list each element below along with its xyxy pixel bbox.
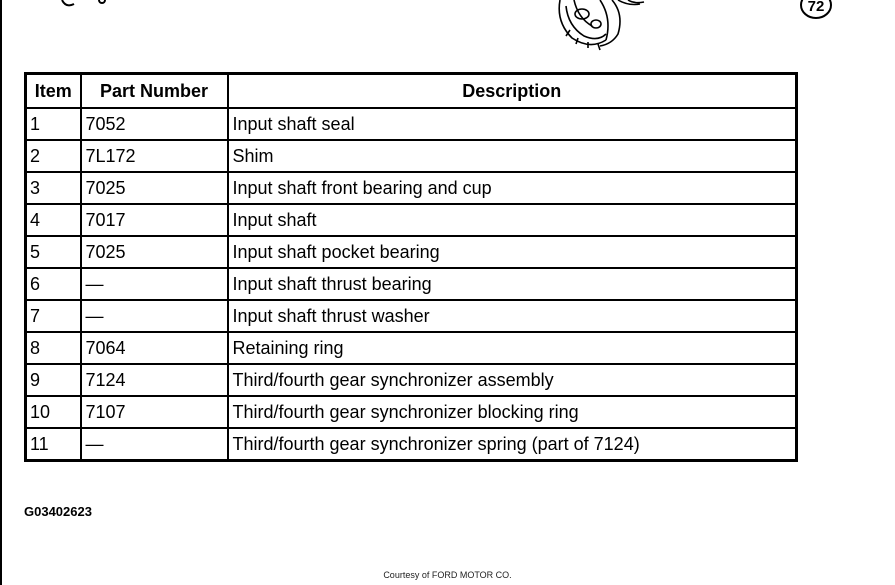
cell-description: Third/fourth gear synchronizer blocking ring (228, 396, 797, 428)
cell-part-number: — (81, 428, 228, 461)
courtesy-credit: Courtesy of FORD MOTOR CO. (383, 570, 512, 580)
cell-description: Shim (228, 140, 797, 172)
ring-part-icon (62, 0, 105, 5)
cell-description: Retaining ring (228, 332, 797, 364)
cell-item: 7 (26, 300, 81, 332)
cell-item: 3 (26, 172, 81, 204)
cell-item: 10 (26, 396, 81, 428)
table-header-row (26, 74, 797, 109)
cell-description: Third/fourth gear synchronizer assembly (228, 364, 797, 396)
cell-description: Input shaft (228, 204, 797, 236)
table-row (26, 108, 797, 140)
callout-number: 72 (807, 0, 825, 15)
cell-item: 5 (26, 236, 81, 268)
table-row (26, 428, 797, 461)
cell-part-number: 7025 (81, 236, 228, 268)
figure-code: G03402623 (24, 504, 92, 519)
cell-item: 6 (26, 268, 81, 300)
cell-part-number: 7L172 (81, 140, 228, 172)
table-row (26, 204, 797, 236)
cell-part-number: 7107 (81, 396, 228, 428)
header-description: Description (228, 74, 797, 109)
cell-item: 2 (26, 140, 81, 172)
cell-description: Input shaft seal (228, 108, 797, 140)
cell-description: Input shaft thrust bearing (228, 268, 797, 300)
callout-72-badge (801, 0, 831, 18)
cell-part-number: 7025 (81, 172, 228, 204)
cell-part-number: 7064 (81, 332, 228, 364)
cell-item: 4 (26, 204, 81, 236)
cell-description: Input shaft front bearing and cup (228, 172, 797, 204)
table-row (26, 172, 797, 204)
header-part-number: Part Number (81, 74, 228, 109)
cell-item: 8 (26, 332, 81, 364)
table-row (26, 140, 797, 172)
cell-part-number: — (81, 300, 228, 332)
cell-item: 9 (26, 364, 81, 396)
table-row (26, 268, 797, 300)
header-item: Item (26, 74, 81, 109)
table-row (26, 236, 797, 268)
cell-part-number: 7017 (81, 204, 228, 236)
cell-part-number: 7124 (81, 364, 228, 396)
page-left-border (0, 0, 2, 585)
table-row (26, 332, 797, 364)
cell-description: Input shaft thrust washer (228, 300, 797, 332)
table-row (26, 364, 797, 396)
cell-part-number: — (81, 268, 228, 300)
cell-item: 11 (26, 428, 81, 461)
cell-part-number: 7052 (81, 108, 228, 140)
cell-description: Input shaft pocket bearing (228, 236, 797, 268)
table-row (26, 396, 797, 428)
cell-item: 1 (26, 108, 81, 140)
parts-table (24, 72, 798, 462)
exploded-diagram-fragment (0, 0, 895, 60)
table-row (26, 300, 797, 332)
cell-description: Third/fourth gear synchronizer spring (part of 7124) (228, 428, 797, 461)
synchronizer-gear-icon (559, 0, 644, 50)
